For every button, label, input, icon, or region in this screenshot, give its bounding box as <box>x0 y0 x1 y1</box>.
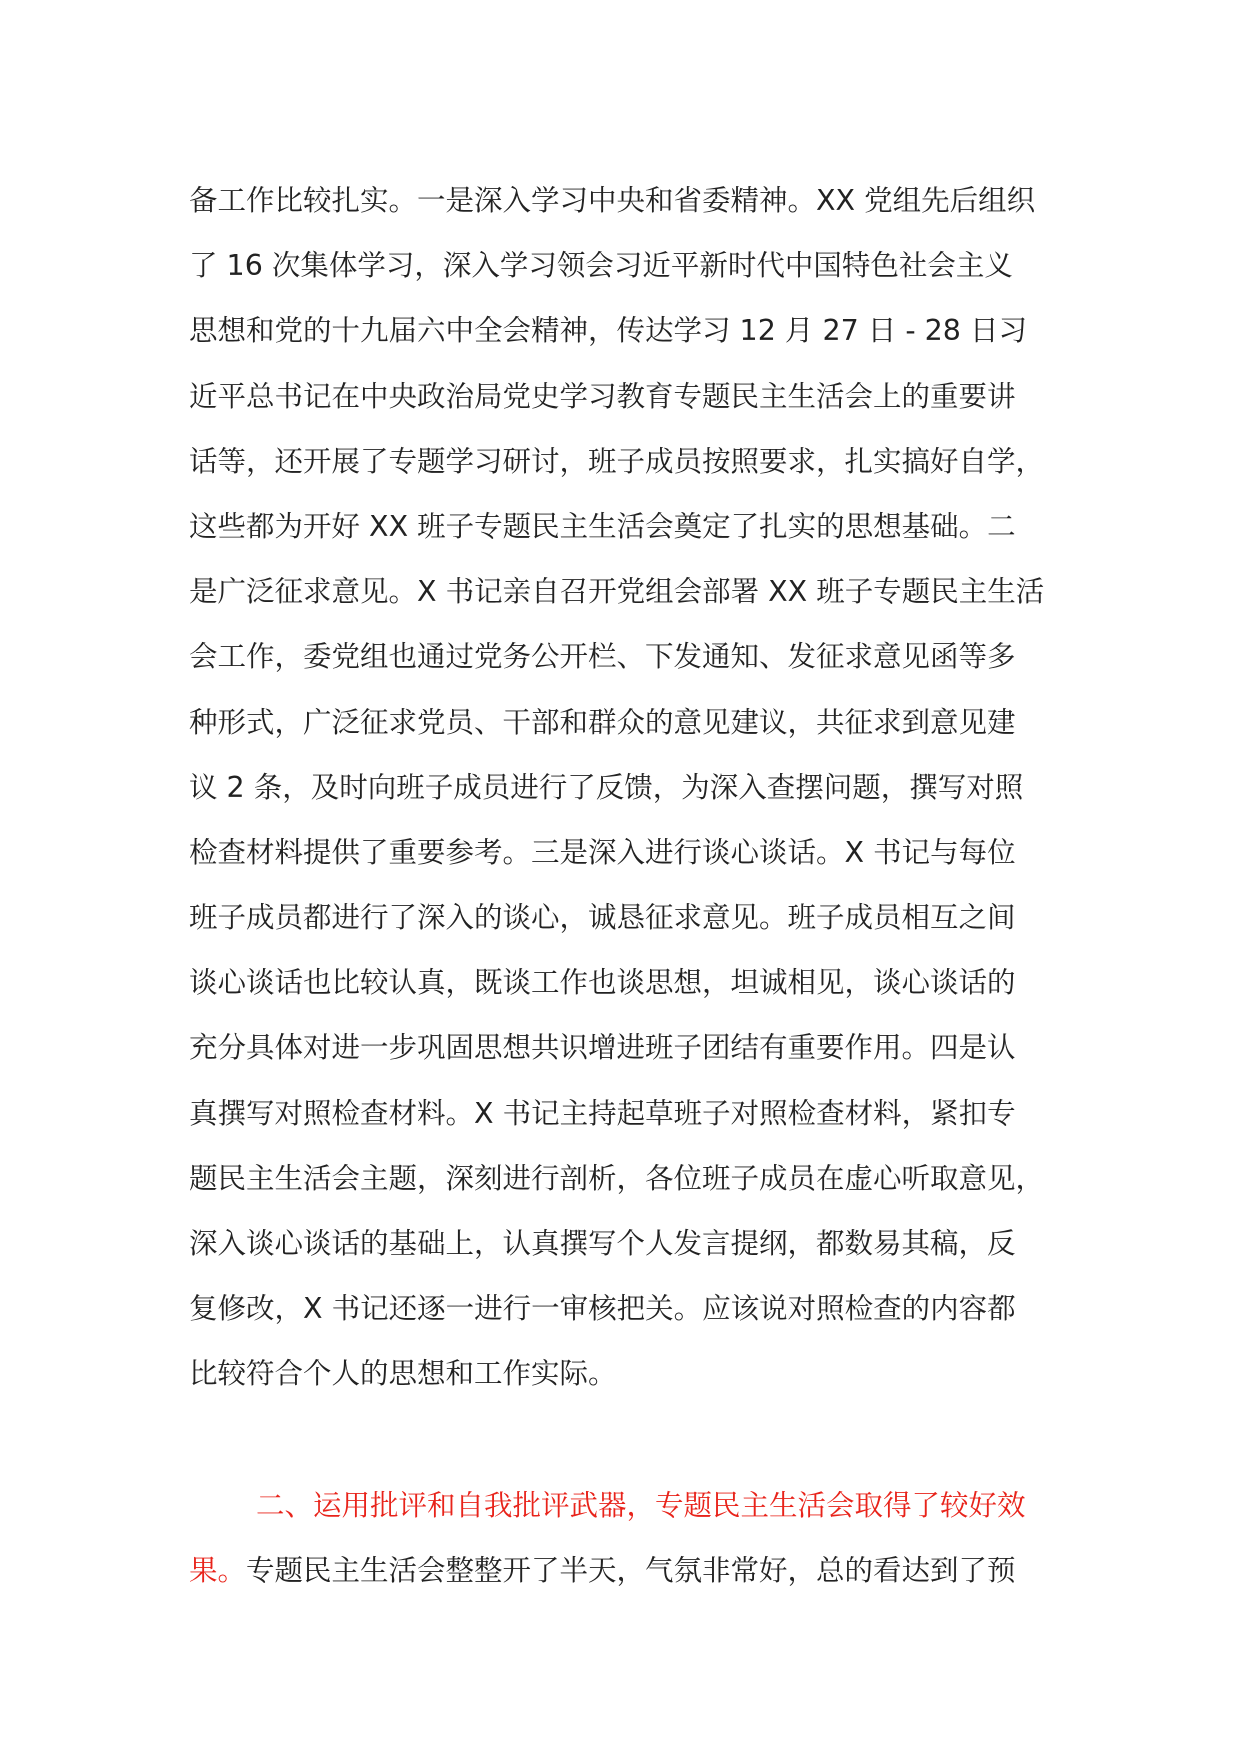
paragraph-line: 题民主生活会主题，深刻进行剖析，各位班子成员在虚心听取意见， <box>189 1161 1045 1195</box>
document-body <box>189 168 1069 1603</box>
paragraph-line: 备工作比较扎实。一是深入学习中央和省委精神。XX 党组先后组织 <box>189 184 1036 217</box>
paragraph-line: 真撰写对照检查材料。X 书记主持起草班子对照检查材料，紧扣专 <box>189 1096 1016 1130</box>
section-heading: 二、运用批评和自我批评武器，专题民主生活会取得了较好效 <box>256 1488 1026 1522</box>
paragraph-line: 深入谈心谈话的基础上，认真撰写个人发言提纲，都数易其稿，反 <box>189 1227 1016 1260</box>
paragraph-line: 近平总书记在中央政治局党史学习教育专题民主生活会上的重要讲 <box>189 379 1016 413</box>
paragraph-line: 了 16 次集体学习，深入学习领会习近平新时代中国特色社会主义 <box>189 249 1013 283</box>
paragraph-line: 复修改，X 书记还逐一进行一审核把关。应该说对照检查的内容都 <box>189 1292 1016 1326</box>
paragraph-line <box>189 1538 1069 1603</box>
paragraph-line: 充分具体对进一步巩固思想共识增进班子团结有重要作用。四是认 <box>189 1031 1016 1065</box>
paragraph-line: 议 2 条，及时向班子成员进行了反馈，为深入查摆问题，撰写对照 <box>189 770 1024 804</box>
paragraph-line: 这些都为开好 XX 班子专题民主生活会奠定了扎实的思想基础。二 <box>189 509 1016 543</box>
paragraph-criticism <box>189 1473 1069 1603</box>
section-heading-end: 果。 <box>189 1553 247 1587</box>
paragraph-line: 谈心谈话也比较认真，既谈工作也谈思想，坦诚相见，谈心谈话的 <box>189 966 1016 1000</box>
paragraph-line: 检查材料提供了重要参考。三是深入进行谈心谈话。X 书记与每位 <box>189 835 1016 869</box>
paragraph-line: 比较符合个人的思想和工作实际。 <box>189 1357 617 1391</box>
paragraph-body-text: 专题民主生活会整整开了半天，气氛非常好，总的看达到了预 <box>246 1553 1016 1587</box>
paragraph-spacer <box>189 1407 1069 1473</box>
paragraph-line: 种形式，广泛征求党员、干部和群众的意见建议，共征求到意见建 <box>189 705 1016 739</box>
paragraph-line: 班子成员都进行了深入的谈心，诚恳征求意见。班子成员相互之间 <box>189 901 1016 935</box>
paragraph-line: 话等，还开展了专题学习研讨，班子成员按照要求，扎实搞好自学， <box>189 444 1045 478</box>
paragraph-preparation <box>189 168 1069 1407</box>
paragraph-line: 会工作，委党组也通过党务公开栏、下发通知、发征求意见函等多 <box>189 640 1016 674</box>
paragraph-line: 是广泛征求意见。X 书记亲自召开党组会部署 XX 班子专题民主生活 <box>189 575 1045 609</box>
paragraph-line: 思想和党的十九届六中全会精神，传达学习 12 月 27 日 - 28 日习 <box>189 314 1027 348</box>
